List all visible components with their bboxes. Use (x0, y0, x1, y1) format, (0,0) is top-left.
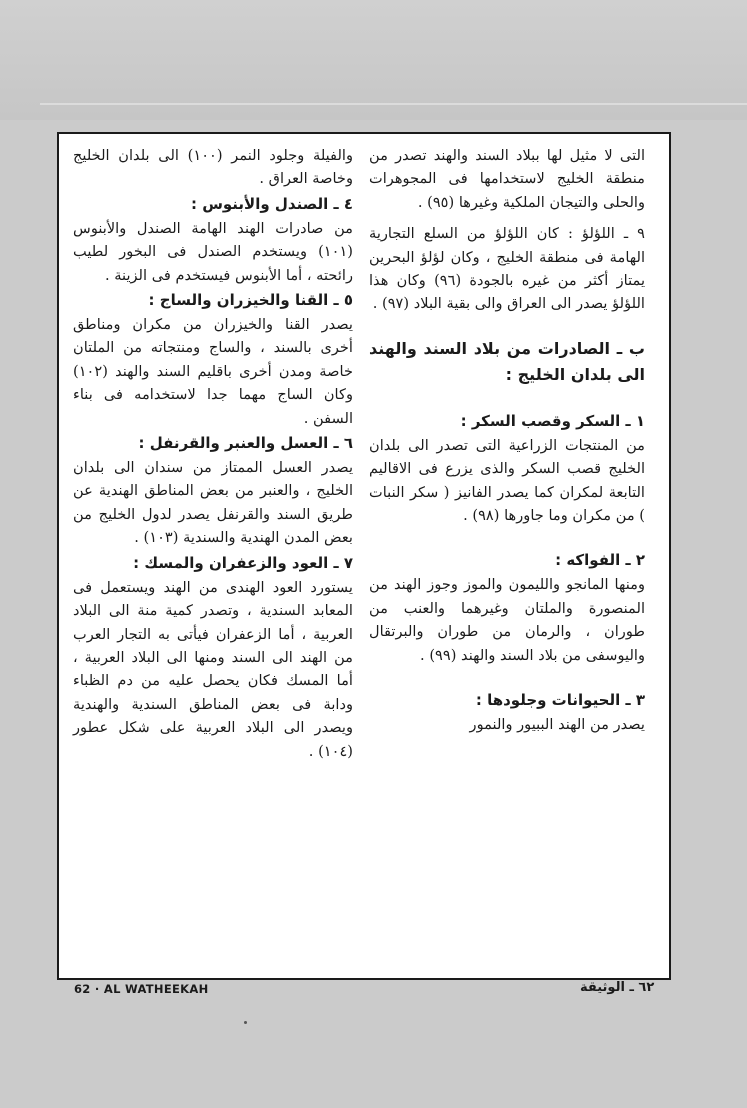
paragraph-bamboo: يصدر القنا والخيزران من مكران ومناطق أخرى بالسند ، والساج ومنتجاته من الملتان خاصة ومدن أخرى باقليم السند والهند (١٠٢) وكان الساج مهما جدا لاستخدامه فى بناء السفن . (73, 316, 353, 427)
scan-speck (244, 1021, 247, 1024)
paragraph-sandalwood: من صادرات الهند الهامة الصندل والأبنوس (١٠١) ويستخدم الصندل فى البخور لطيب رائحته ، أما الأبنوس فيستخدم فى الزينة . (73, 219, 353, 284)
left-column (73, 144, 353, 763)
footer-page-label-en: 62 · AL WATHEEKAH (74, 982, 209, 996)
heading-animals: ٣ ـ الحيوانات وجلودها : (475, 691, 645, 710)
heading-sugar: ١ ـ السكر وقصب السكر : (460, 411, 645, 430)
heading-fruits: ٢ ـ الفواكه : (555, 551, 645, 570)
paragraph-animals: يصدر من الهند الببيور والنمور (469, 716, 645, 734)
footer-page-label-ar: ٦٢ ـ الوثيقة (580, 980, 655, 995)
paragraph-oud: يستورد العود الهندى من الهند ويستعمل فى المعابد السندية ، وتصدر كمية منة الى البلاد العربية ، أما الزعفران فيأتى به التجار العرب من الهند الى السند ومنها الى البلاد العربية ، أما المسك فكان يحصل عليه من دم الظباء ودابة فى بعض المناطق السندية والهندية ويصدر الى البلاد العربية على شكل عطور (١٠٤) . (73, 578, 353, 760)
paragraph-sugar: من المنتجات الزراعية التى تصدر الى بلدان الخليج قصب السكر والذى يزرع فى الاقاليم التابعة لمكران كما يصدر الفانيز ( سكر النبات ) من مكران وما جاورها (٩٨) . (369, 436, 645, 525)
paragraph-honey: يصدر العسل الممتاز من سندان الى بلدان الخليج ، والعنبر من بعض المناطق الهندية عن طريق السند والقرنفل يصدر لدول الخليج من بعض المدن الهندية والسندية (١٠٣) . (73, 459, 353, 547)
heading-bamboo: ٥ ـ القنا والخيزران والساج : (148, 291, 353, 310)
article-frame (57, 132, 671, 980)
section-title: ب ـ الصادرات من بلاد السند والهند الى بلدان الخليج : (369, 338, 645, 384)
scan-background (0, 0, 747, 120)
heading-honey: ٦ ـ العسل والعنبر والقرنفل : (138, 434, 353, 453)
heading-sandalwood: ٤ ـ الصندل والأبنوس : (190, 194, 353, 213)
right-column (369, 144, 645, 737)
scan-rule (40, 103, 747, 105)
paragraph-fruits: ومنها المانجو والليمون والموز وجوز الهند من المنصورة والملتان وغيرهما والعنب من طوران ، والرمان من طوران والبرتقال واليوسفى من بلاد السند والهند (٩٩) . (369, 576, 645, 664)
paragraph-animals-cont: والفيلة وجلود النمر (١٠٠) الى بلدان الخليج وخاصة العراق . (73, 147, 353, 188)
paragraph-gems: التى لا مثيل لها ببلاد السند والهند تصدر من منطقة الخليج لاستخدامها فى المجوهرات والحلى والتيجان الملكية وغيرها (٩٥) . (369, 147, 645, 211)
paragraph-pearls: ٩ ـ اللؤلؤ : كان اللؤلؤ من السلع التجارية الهامة فى منطقة الخليج ، وكان لؤلؤ البحرين يمتاز أكثر من غيره بالجودة (٩٦) وكان هذا اللؤلؤ يصدر الى العراق والى بقية البلاد (٩٧) . (369, 225, 646, 313)
heading-oud: ٧ ـ العود والزعفران والمسك : (133, 553, 353, 572)
